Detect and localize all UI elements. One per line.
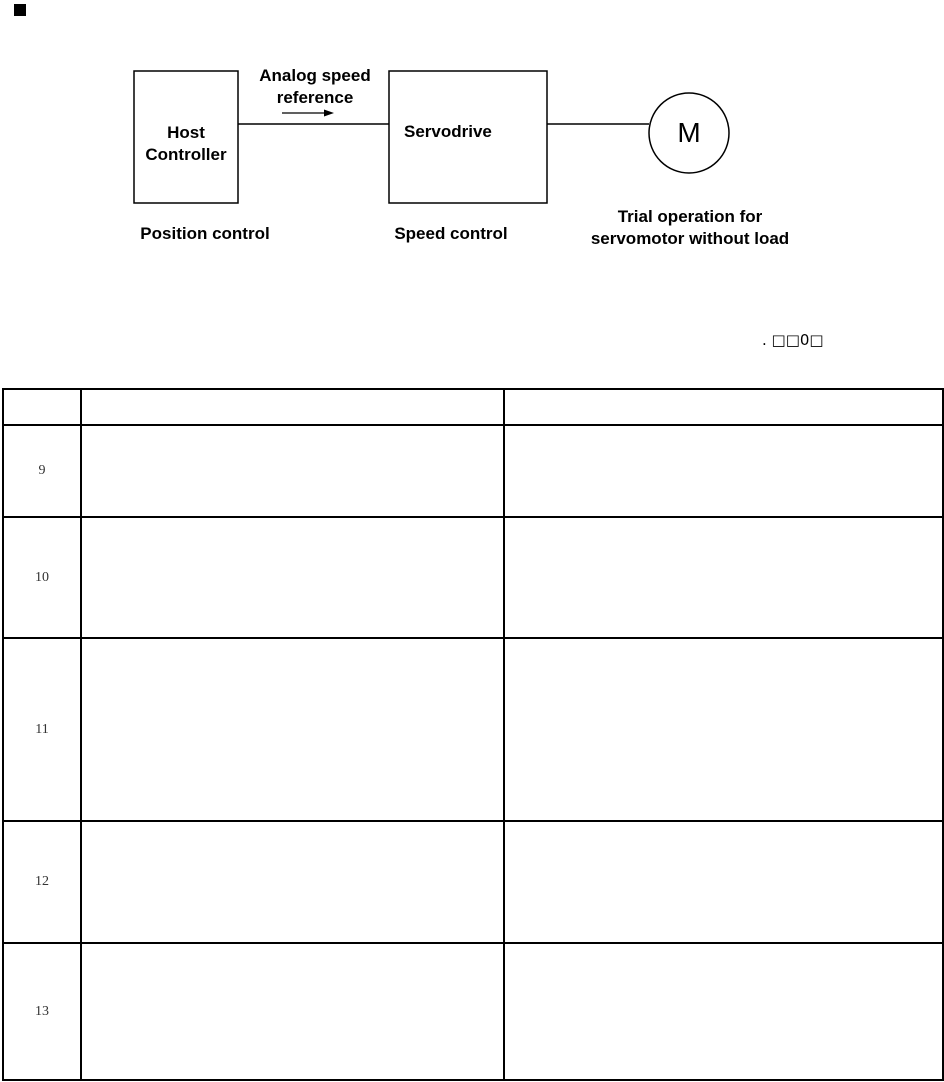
procedure-table bbox=[2, 388, 944, 1081]
table-row bbox=[3, 425, 943, 517]
description-cell bbox=[504, 638, 943, 821]
speed-control-label: Speed control bbox=[394, 224, 508, 243]
trial-line-2: servomotor without load bbox=[590, 229, 790, 248]
table-row bbox=[3, 943, 943, 1080]
trial-operation-label bbox=[570, 206, 810, 250]
host-line-2: Controller bbox=[145, 145, 227, 164]
step-number: 12 bbox=[3, 821, 81, 943]
trial-line-1: Trial operation for bbox=[617, 207, 763, 226]
position-control-label: Position control bbox=[140, 224, 270, 243]
description-cell bbox=[504, 821, 943, 943]
analog-speed-reference-label bbox=[240, 65, 390, 109]
procedure-cell bbox=[81, 821, 504, 943]
host-line-1: Host bbox=[167, 123, 205, 142]
table-header-row bbox=[3, 389, 943, 425]
step-number: 9 bbox=[3, 425, 81, 517]
arrow-head bbox=[324, 110, 334, 117]
table-row bbox=[3, 821, 943, 943]
step-number: 11 bbox=[3, 638, 81, 821]
host-controller-label bbox=[134, 122, 238, 166]
servodrive-label: Servodrive bbox=[404, 122, 492, 141]
procedure-cell bbox=[81, 425, 504, 517]
procedure-cell bbox=[81, 638, 504, 821]
arrow-label-line-1: Analog speed bbox=[259, 66, 371, 85]
block-diagram bbox=[0, 0, 944, 300]
header-description bbox=[504, 389, 943, 425]
arrow-label-line-2: reference bbox=[276, 88, 354, 107]
description-cell bbox=[504, 943, 943, 1080]
step-number: 10 bbox=[3, 517, 81, 638]
description-cell bbox=[504, 425, 943, 517]
motor-label: M bbox=[677, 117, 701, 148]
step-number: 13 bbox=[3, 943, 81, 1080]
table-row bbox=[3, 517, 943, 638]
header-procedure bbox=[81, 389, 504, 425]
table-row bbox=[3, 638, 943, 821]
procedure-cell bbox=[81, 943, 504, 1080]
header-step bbox=[3, 389, 81, 425]
procedure-cell bbox=[81, 517, 504, 638]
parameter-code: . □□0□ bbox=[762, 331, 824, 349]
description-cell bbox=[504, 517, 943, 638]
